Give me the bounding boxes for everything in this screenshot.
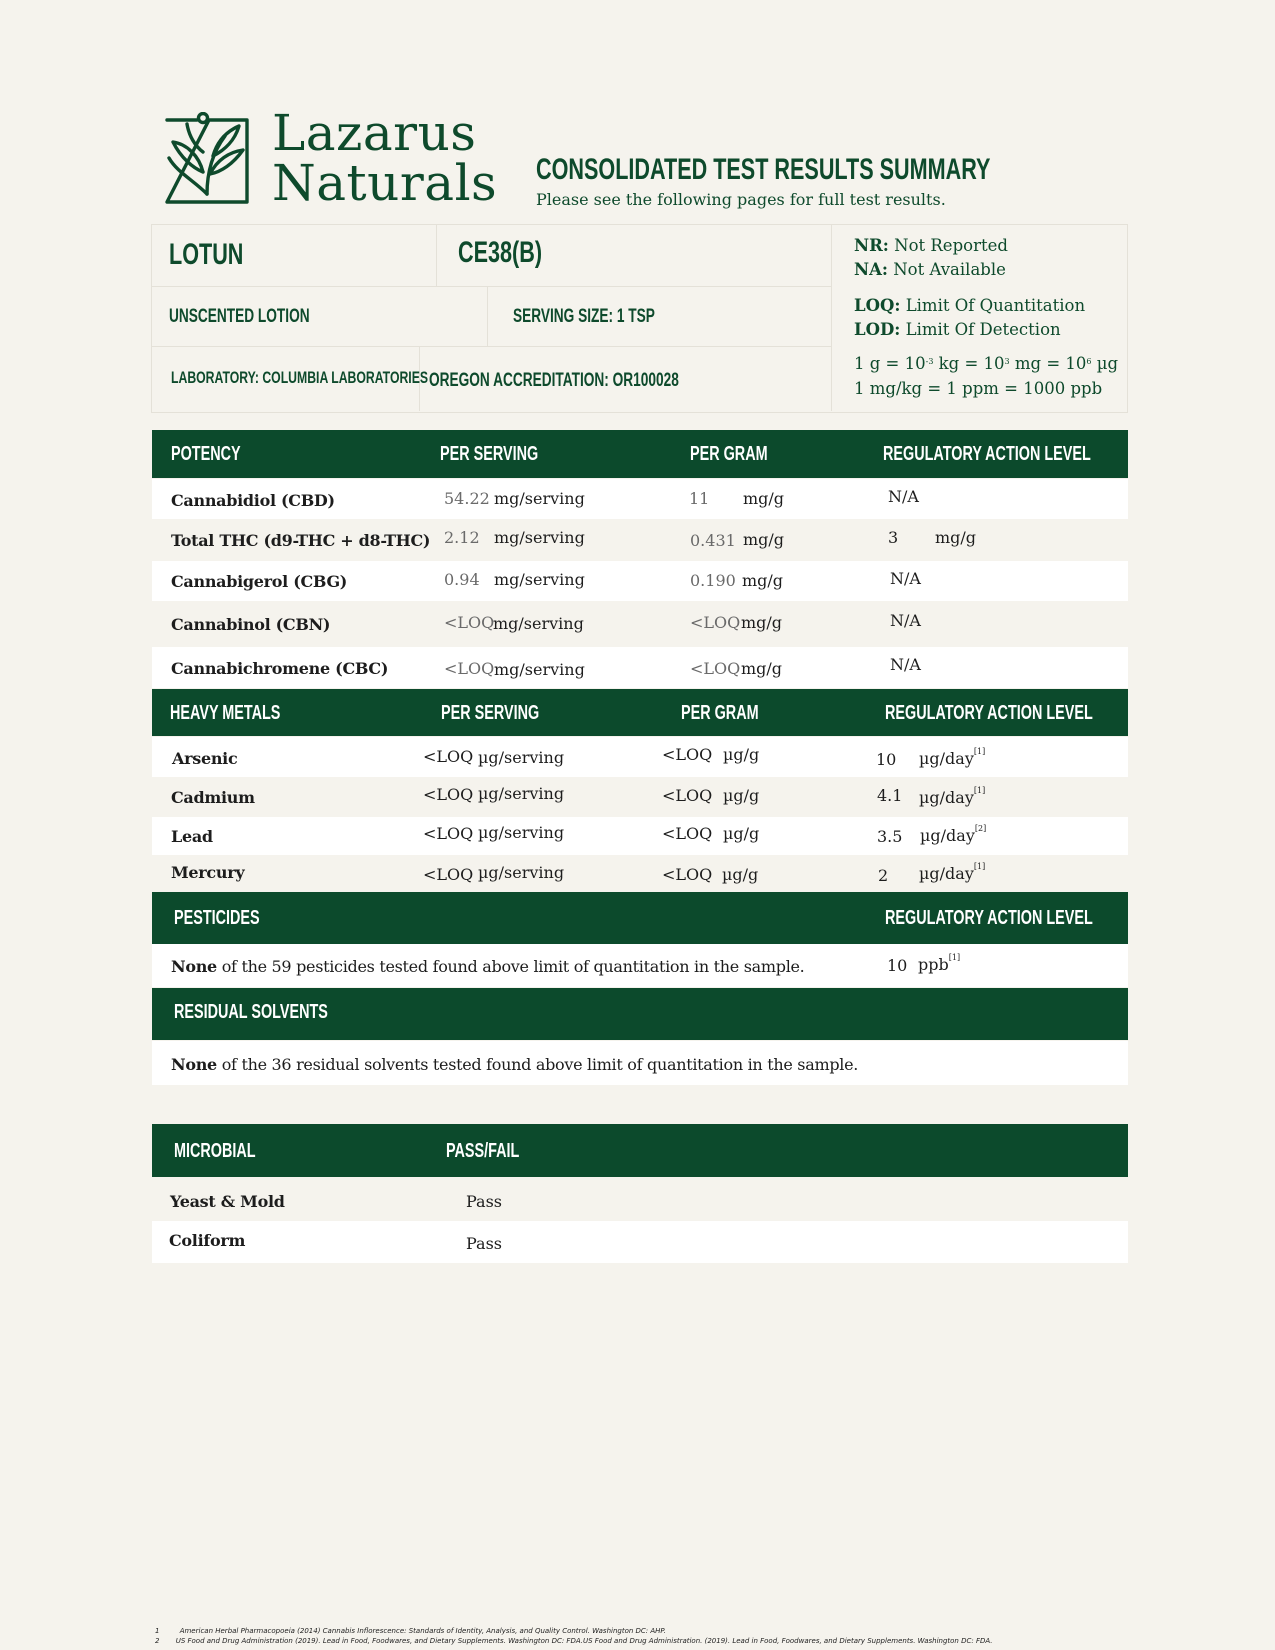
footnote-ref: [1] bbox=[948, 953, 961, 962]
laboratory: LABORATORY: COLUMBIA LABORATORIES bbox=[171, 368, 429, 387]
footnote-ref: [1] bbox=[973, 786, 986, 795]
microbial-header bbox=[152, 1124, 1128, 1177]
legend-key: LOD: bbox=[854, 320, 901, 339]
divider bbox=[831, 224, 832, 411]
col-header: PER SERVING bbox=[441, 702, 540, 724]
col-header: PASS/FAIL bbox=[446, 1140, 520, 1162]
table-row: Cannabichromene (CBC) <LOQ mg/serving <LOQ mg/g N/A bbox=[152, 647, 1128, 688]
accreditation: OREGON ACCREDITATION: OR100028 bbox=[429, 370, 679, 391]
ral-unit: ppb[1] bbox=[918, 953, 961, 974]
footnote-ref: [2] bbox=[974, 824, 987, 833]
legend-key: LOQ: bbox=[854, 296, 901, 315]
col-header: MICROBIAL bbox=[174, 1140, 256, 1162]
divider bbox=[151, 346, 831, 347]
col-header: REGULATORY ACTION LEVEL bbox=[885, 702, 1093, 724]
heavy-metals-header bbox=[152, 689, 1128, 736]
page-subtitle: Please see the following pages for full test results. bbox=[536, 190, 946, 209]
legend-na bbox=[854, 258, 1006, 282]
ral-unit: µg/day[1] bbox=[919, 786, 986, 807]
table-row: Cannabigerol (CBG) 0.94 mg/serving 0.190 mg/g N/A bbox=[152, 561, 1128, 601]
table-row: Cannabinol (CBN) <LOQ mg/serving <LOQ mg/g N/A bbox=[171, 611, 921, 634]
table-row: Cannabidiol (CBD) 54.22 mg/serving 11 mg/g N/A bbox=[152, 479, 1128, 519]
col-header: HEAVY METALS bbox=[170, 702, 281, 724]
col-header: REGULATORY ACTION LEVEL bbox=[885, 907, 1093, 929]
residual-solvents-header bbox=[152, 988, 1128, 1040]
legend-key: NA: bbox=[854, 260, 888, 279]
ral-unit: µg/day[1] bbox=[919, 862, 986, 883]
product-name: LOTUN bbox=[169, 238, 244, 271]
table-row: Arsenic <LOQ µg/serving <LOQ µg/g 10 µg/day[1] bbox=[152, 737, 1128, 777]
product-code: CE38(B) bbox=[458, 236, 543, 269]
col-header: PER GRAM bbox=[681, 702, 759, 724]
footnote-ref: [1] bbox=[973, 862, 986, 871]
page-title: CONSOLIDATED TEST RESULTS SUMMARY bbox=[536, 153, 991, 186]
pesticides-header bbox=[152, 892, 1128, 944]
col-header: POTENCY bbox=[171, 443, 241, 465]
divider bbox=[487, 286, 488, 346]
legend-lod bbox=[854, 318, 1061, 342]
legend-loq bbox=[854, 294, 1085, 318]
brand-name bbox=[272, 104, 498, 212]
brand-line-1: Lazarus bbox=[272, 104, 477, 162]
table-row: Lead <LOQ µg/serving <LOQ µg/g 3.5 µg/day[2] bbox=[152, 817, 1128, 855]
table-row: Yeast & Mold Pass bbox=[170, 1192, 503, 1211]
legend-value: Not Reported bbox=[894, 236, 1008, 255]
footnote-1: 1 American Herbal Pharmacopoeia (2014) Cannabis Inflorescence: Standards of Identity, Analysis, and Quality Control. Washington DC: AHP. bbox=[155, 1627, 666, 1635]
divider bbox=[436, 224, 437, 286]
col-header: PER SERVING bbox=[440, 443, 539, 465]
unit-conversion-1: 1 $g = 10^{-3}$ kg = $10^3$ mg = $10^6$ µg bbox=[854, 354, 1119, 373]
table-row: Total THC (d9-THC + d8-THC) 2.12 mg/serving 0.431 mg/g 3 mg/g bbox=[171, 528, 977, 550]
table-row: Cadmium <LOQ µg/serving <LOQ µg/g 4.1 µg/day[1] bbox=[171, 784, 986, 807]
product-type: UNSCENTED LOTION bbox=[169, 306, 310, 327]
ral-unit: µg/day[2] bbox=[920, 824, 987, 845]
solvents-row: None of the 36 residual solvents tested found above limit of quantitation in the sample. bbox=[152, 1041, 1128, 1085]
table-row: Coliform Pass bbox=[152, 1221, 1128, 1263]
ral-unit: µg/day[1] bbox=[919, 747, 986, 768]
leaf-logo-icon bbox=[163, 112, 251, 208]
footnote-ref: [1] bbox=[973, 747, 986, 756]
brand-line-2: Naturals bbox=[272, 154, 498, 212]
legend-nr bbox=[854, 234, 1008, 258]
potency-header bbox=[152, 430, 1128, 478]
legend-value: Limit Of Quantitation bbox=[905, 296, 1086, 315]
footnote-2: 2 US Food and Drug Administration (2019). Lead in Food, Foodwares, and Dietary Supplements. Washington DC: FDA.US Food and Drug Administration. (2019). Lead in Food, Foodwares, and Dietary Supplements. Washington DC: FDA. bbox=[155, 1637, 993, 1645]
col-header: PER GRAM bbox=[690, 443, 768, 465]
legend-value: Limit Of Detection bbox=[905, 320, 1061, 339]
col-header: PESTICIDES bbox=[174, 907, 260, 929]
unit-conversion-2: 1 mg/kg = 1 ppm = 1000 ppb bbox=[854, 379, 1103, 398]
col-header: REGULATORY ACTION LEVEL bbox=[883, 443, 1091, 465]
col-header: RESIDUAL SOLVENTS bbox=[174, 1001, 328, 1023]
table-row: Mercury <LOQ µg/serving <LOQ µg/g 2 µg/day[1] bbox=[171, 862, 986, 885]
divider bbox=[151, 286, 831, 287]
legend-key: NR: bbox=[854, 236, 889, 255]
legend-value: Not Available bbox=[893, 260, 1006, 279]
pesticides-row: None of the 59 pesticides tested found above limit of quantitation in the sample. 10 ppb[1] bbox=[152, 944, 1128, 987]
serving-size: SERVING SIZE: 1 TSP bbox=[513, 306, 655, 327]
